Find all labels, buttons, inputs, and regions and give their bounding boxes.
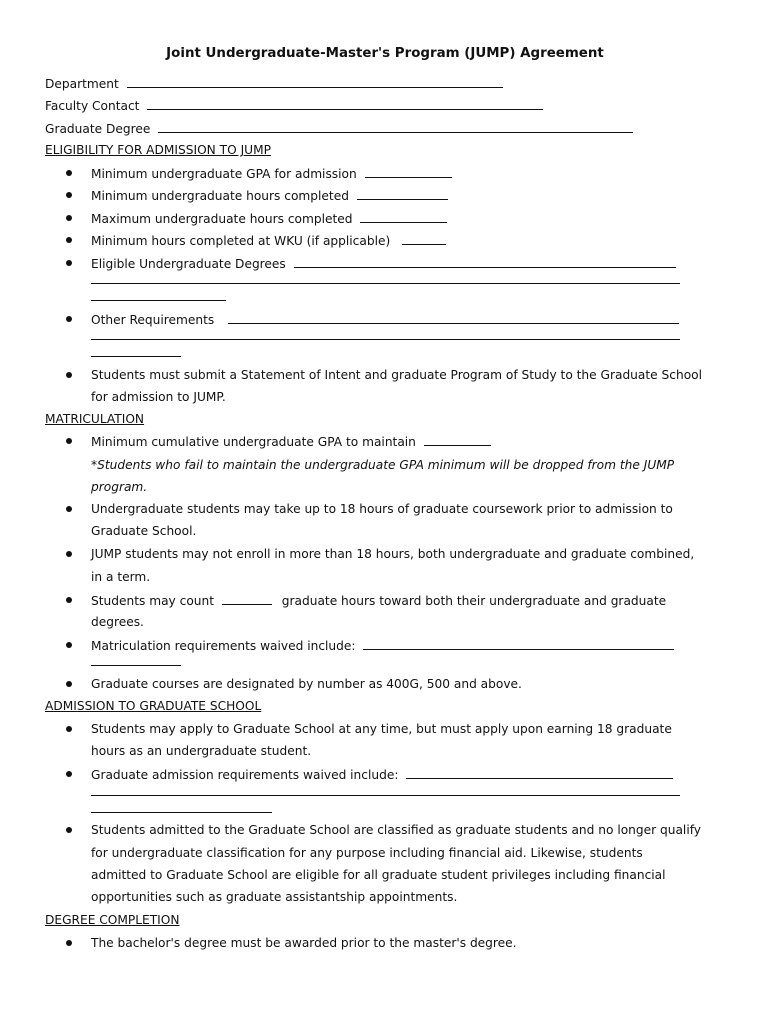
bullet-icon	[66, 215, 72, 221]
admission-waived-line-2[interactable]	[91, 795, 680, 796]
matriculation-heading: MATRICULATION	[45, 412, 145, 426]
faculty-contact-row	[45, 97, 543, 114]
matriculation-waived-blank[interactable]	[363, 637, 674, 650]
department-label: Department	[45, 77, 119, 91]
bullet-icon	[66, 372, 72, 378]
list-item-label: graduate hours toward both their undergraduate and graduate	[281, 594, 667, 608]
list-item	[91, 592, 666, 609]
list-item-continued: in a term.	[91, 570, 151, 584]
department-row	[45, 75, 503, 92]
graduate-degree-label: Graduate Degree	[45, 122, 151, 136]
list-item	[91, 187, 448, 204]
other-requirements-line-3[interactable]	[91, 356, 181, 357]
gpa-maintain-blank[interactable]	[424, 433, 491, 446]
admission-heading: ADMISSION TO GRADUATE SCHOOL	[45, 699, 262, 713]
gpa-admission-blank[interactable]	[365, 165, 452, 178]
faculty-contact-label: Faculty Contact	[45, 99, 140, 113]
graduate-degree-blank[interactable]	[158, 120, 633, 133]
matriculation-waived-line-2[interactable]	[91, 665, 181, 666]
bullet-icon	[66, 316, 72, 322]
list-item-continued: hours as an undergraduate student.	[91, 744, 312, 758]
list-item	[91, 311, 679, 328]
bullet-icon	[66, 438, 72, 444]
min-hours-blank[interactable]	[357, 187, 448, 200]
gpa-note-line-1: *Students who fail to maintain the undergraduate GPA minimum will be dropped from the JUMP	[91, 458, 675, 472]
bullet-icon	[66, 642, 72, 648]
list-item: Students may apply to Graduate School at any time, but must apply upon earning 18 graduate	[91, 722, 672, 736]
list-item-continued: for undergraduate classification for any purpose including financial aid. Likewise, students	[91, 846, 643, 860]
admission-waived-line-3[interactable]	[91, 812, 272, 813]
list-item-continued: Graduate School.	[91, 524, 197, 538]
list-item-label: Students may count	[91, 594, 215, 608]
graduate-degree-row	[45, 120, 633, 137]
bullet-icon	[66, 771, 72, 777]
max-hours-blank[interactable]	[360, 210, 447, 223]
eligible-degrees-blank[interactable]	[294, 255, 676, 268]
bullet-icon	[66, 726, 72, 732]
bullet-icon	[66, 237, 72, 243]
list-item-label: Maximum undergraduate hours completed	[91, 212, 353, 226]
list-item: Graduate courses are designated by number as 400G, 500 and above.	[91, 677, 522, 691]
list-item-label: Other Requirements	[91, 313, 215, 327]
bullet-icon	[66, 597, 72, 603]
eligible-degrees-line-3[interactable]	[91, 300, 226, 301]
list-item-continued: admitted to Graduate School are eligible for all graduate student privileges including financial	[91, 868, 666, 882]
list-item-label: Minimum undergraduate hours completed	[91, 189, 349, 203]
list-item	[91, 766, 673, 783]
list-item	[91, 210, 447, 227]
shared-hours-blank[interactable]	[222, 592, 272, 605]
bullet-icon	[66, 192, 72, 198]
list-item-label: Minimum hours completed at WKU (if applicable)	[91, 234, 391, 248]
list-item-label: Minimum undergraduate GPA for admission	[91, 167, 357, 181]
list-item	[91, 232, 446, 249]
list-item-label: Eligible Undergraduate Degrees	[91, 257, 286, 271]
list-item: The bachelor's degree must be awarded prior to the master's degree.	[91, 936, 517, 950]
eligible-degrees-line-2[interactable]	[91, 283, 680, 284]
list-item	[91, 637, 674, 654]
bullet-icon	[66, 506, 72, 512]
bullet-icon	[66, 170, 72, 176]
bullet-icon	[66, 260, 72, 266]
wku-hours-blank[interactable]	[402, 232, 446, 245]
eligibility-heading: ELIGIBILITY FOR ADMISSION TO JUMP	[45, 143, 271, 157]
statement-line-1: Students must submit a Statement of Intent and graduate Program of Study to the Graduate School	[91, 368, 702, 382]
list-item-continued: opportunities such as graduate assistantship appointments.	[91, 890, 458, 904]
faculty-contact-blank[interactable]	[147, 97, 543, 110]
completion-heading: DEGREE COMPLETION	[45, 913, 180, 927]
list-item	[91, 165, 452, 182]
list-item-continued: degrees.	[91, 615, 144, 629]
department-blank[interactable]	[127, 75, 503, 88]
bullet-icon	[66, 940, 72, 946]
list-item	[91, 433, 491, 450]
bullet-icon	[66, 681, 72, 687]
admission-waived-blank[interactable]	[406, 766, 673, 779]
other-requirements-blank[interactable]	[228, 311, 679, 324]
list-item: Students admitted to the Graduate School are classified as graduate students and no longer qualify	[91, 823, 701, 837]
list-item	[91, 255, 676, 272]
gpa-note-line-2: program.	[91, 480, 148, 494]
bullet-icon	[66, 827, 72, 833]
list-item-label: Matriculation requirements waived include:	[91, 639, 356, 653]
list-item-label: Minimum cumulative undergraduate GPA to maintain	[91, 435, 416, 449]
list-item: Undergraduate students may take up to 18 hours of graduate coursework prior to admission to	[91, 502, 673, 516]
statement-line-2: for admission to JUMP.	[91, 390, 226, 404]
bullet-icon	[66, 551, 72, 557]
document-title: Joint Undergraduate-Master's Program (JUMP) Agreement	[166, 46, 604, 61]
list-item: JUMP students may not enroll in more than 18 hours, both undergraduate and graduate combined,	[91, 547, 695, 561]
list-item-label: Graduate admission requirements waived include:	[91, 768, 399, 782]
other-requirements-line-2[interactable]	[91, 339, 680, 340]
